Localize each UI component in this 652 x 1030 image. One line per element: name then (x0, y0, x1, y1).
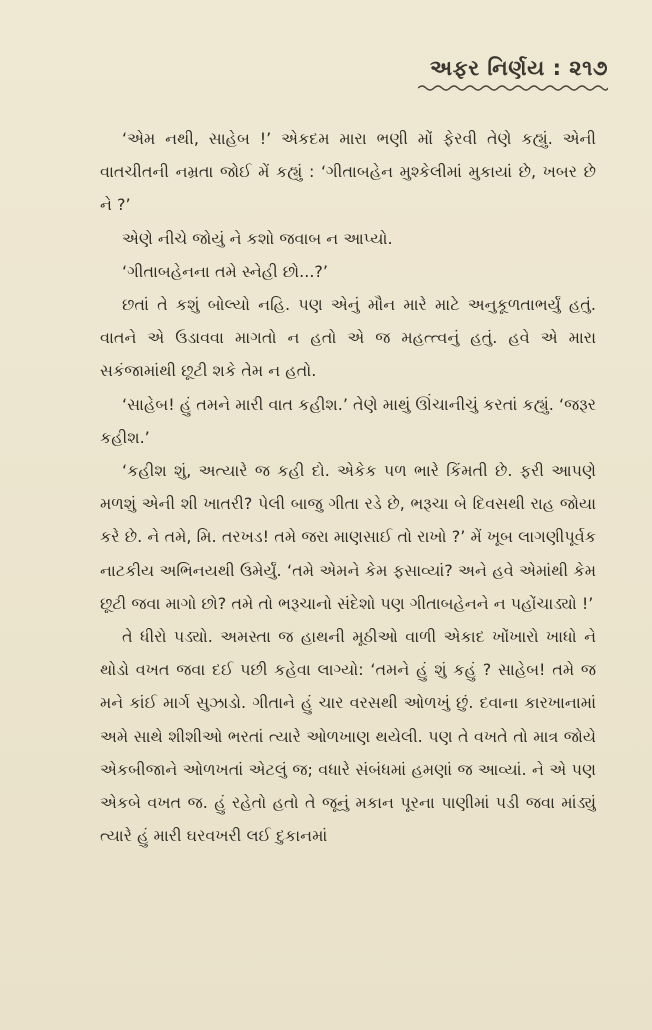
chapter-title-page-number: અફર નિર્ણય : ૨૧૭ (430, 56, 608, 80)
wavy-rule-ornament (418, 83, 608, 93)
paragraph: એણે નીચે જોયું ને કશો જવાબ ન આપ્યો. (122, 228, 393, 248)
paragraph: ‘એમ નથી, સાહેબ !’ એકદમ મારા ભણી મોં ફેરવી તેણે કહ્યું. એની વાતચીતની નમ્રતા જોઈ મેં કહ્યું : ‘ગીતાબહેન મુશ્કેલીમાં મુકાયાં છે, ખબર છે ને ?’ (100, 129, 596, 215)
paragraph: ‘સાહેબ! હું તમને મારી વાત કહીશ.’ તેણે માથું ઊંચાનીચું કરતાં કહ્યું. ‘જરૂર કહીશ.’ (100, 394, 596, 447)
running-head (418, 56, 608, 93)
paragraph: તે ધીરો પડ્યો. અમસ્તા જ હાથની મૂઠીઓ વાળી એકાદ ખોંખારો ખાધો ને થોડો વખત જવા દઈ પછી કહેવા લાગ્યો: ‘તમને હું શું કહું ? સાહેબ! તમે જ મને કાંઈ માર્ગ સુઝાડો. ગીતાને હું ચાર વરસથી ઓળખું છું. દવાના કારખાનામાં અમે સાથે શીશીઓ ભરતાં ત્યારે ઓળખાણ થયેલી. પણ તે વખતે તો માત્ર જોયે એકબીજાને ઓળખતાં એટલું જ; વધારે સંબંધમાં હમણાં જ આવ્યાં. ને એ પણ એકબે વખત જ. હું રહેતો હતો તે જૂનું મકાન પૂરના પાણીમાં પડી જવા માંડ્યું ત્યારે હું મારી ઘરવખરી લઈ દુકાનમાં (100, 627, 596, 846)
paragraph: છતાં તે કશું બોલ્યો નહિ. પણ એનું મૌન મારે માટે અનુકૂળતાભર્યું હતું. વાતને એ ઉડાવવા માગતો ન હતો એ જ મહત્ત્વનું હતું. હવે એ મારા સકંજામાંથી છૂટી શકે તેમ ન હતો. (100, 295, 596, 381)
page-body-text (100, 122, 596, 852)
paragraph: ‘ગીતાબહેનના તમે સ્નેહી છો...?’ (122, 261, 329, 281)
paragraph: ‘કહીશ શું, અત્યારે જ કહી દો. એકેક પળ ભારે કિંમતી છે. ફરી આપણે મળશું એની શી ખાતરી? પેલી બાજુ ગીતા રડે છે, ભરૂચા બે દિવસથી રાહ જોયા કરે છે. ને તમે, મિ. તરખડ! તમે જરા માણસાઈ તો રાખો ?’ મેં ખૂબ લાગણીપૂર્વક નાટકીય અભિનયથી ઉમેર્યું. ‘તમે એમને કેમ ફસાવ્યાં? અને હવે એમાંથી કેમ છૂટી જવા માગો છો? તમે તો ભરૂચાનો સંદેશો પણ ગીતાબહેનને ન પહોંચાડ્યો !’ (100, 461, 596, 613)
